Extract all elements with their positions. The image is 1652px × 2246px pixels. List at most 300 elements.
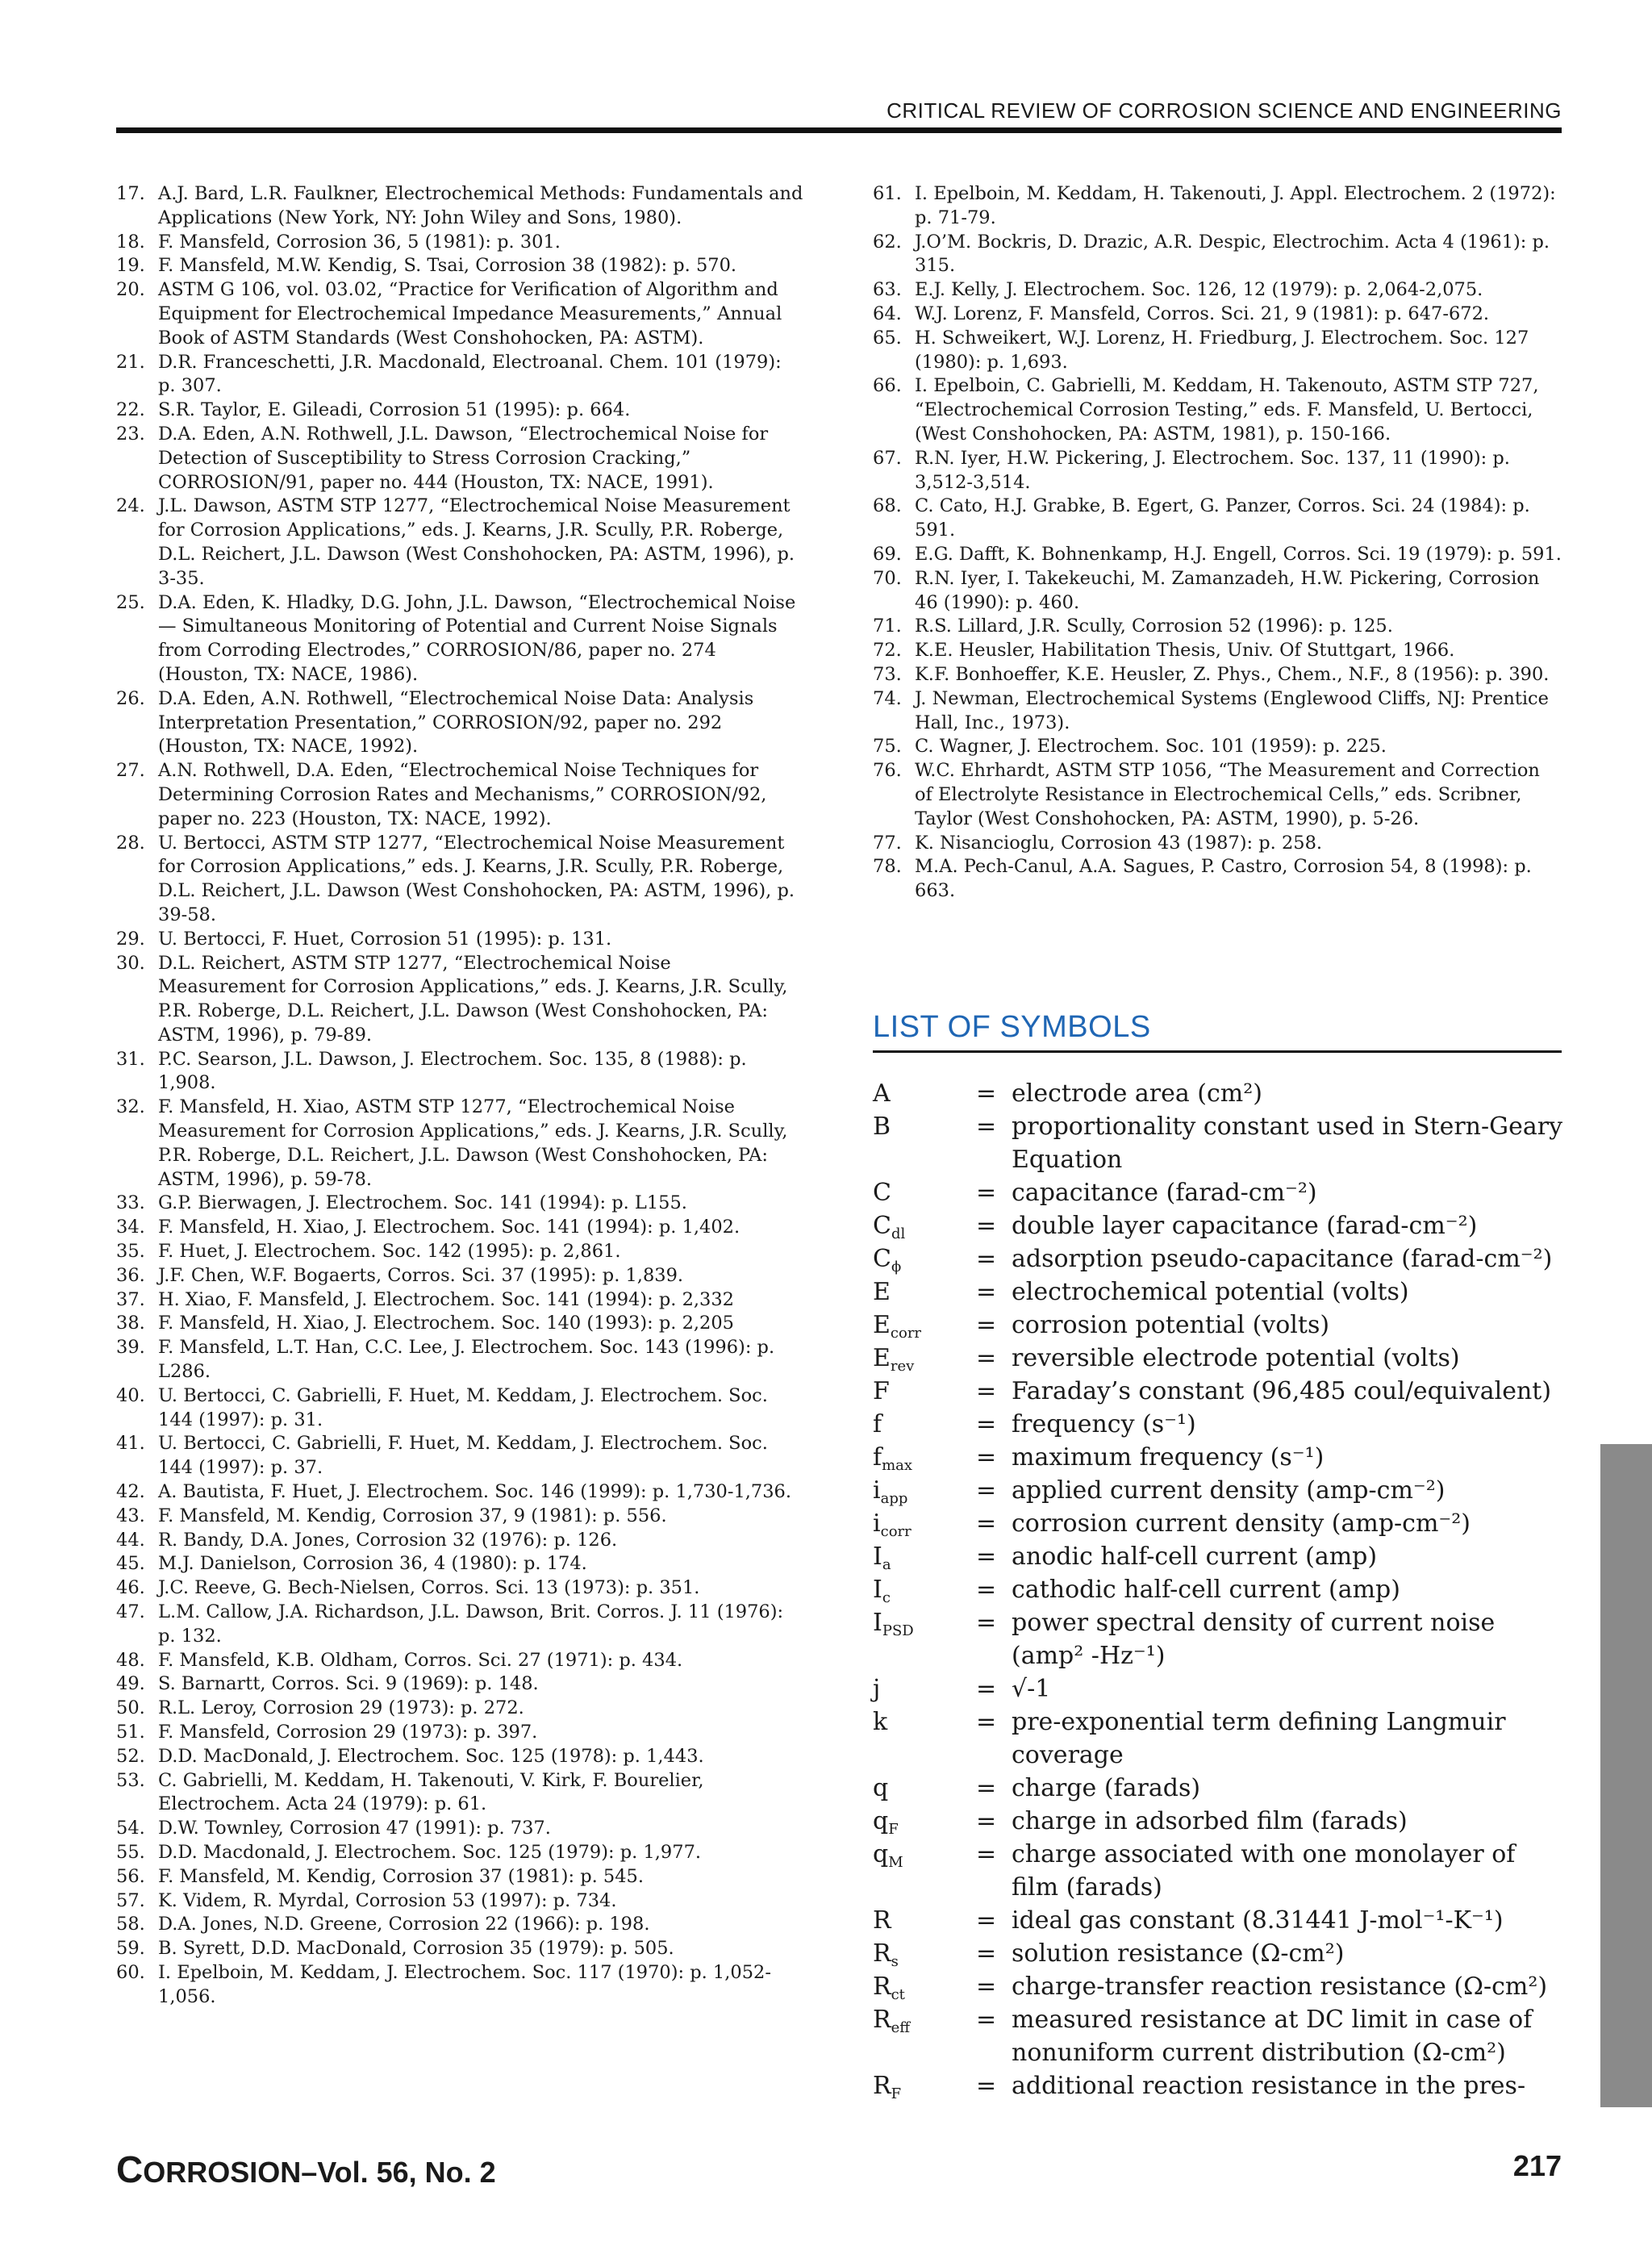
symbol-equals: = (976, 1344, 997, 1372)
symbol-definition: measured resistance at DC limit in case of nonuniform current distribution (Ω-cm²) (1012, 2006, 1533, 2067)
symbol-equals: = (976, 1311, 997, 1339)
reference-number: 77. (873, 832, 902, 854)
reference-number: 69. (873, 543, 902, 565)
symbol-definition: additional reaction resistance in the pres- (1012, 2072, 1526, 2100)
footer-page-number: 217 (1512, 2149, 1562, 2182)
symbol-equals: = (976, 1576, 997, 1604)
reference-number: 40. (116, 1384, 145, 1406)
symbol-definition: proportionality constant used in Stern-Geary Equation (1012, 1113, 1563, 1174)
symbol-definition: Faraday’s constant (96,485 coul/equivalent) (1012, 1377, 1552, 1405)
symbol-base: E (873, 1344, 891, 1372)
symbol-base: R (873, 1939, 891, 1968)
reference-item (116, 423, 803, 495)
symbol-equals: = (976, 1410, 997, 1438)
symbol-subscript: PSD (882, 1622, 914, 1639)
reference-item (116, 1288, 803, 1313)
reference-number: 73. (873, 663, 902, 685)
reference-number: 27. (116, 760, 145, 782)
reference-number: 17. (116, 183, 145, 204)
reference-item (873, 567, 1562, 616)
reference-item (873, 639, 1562, 663)
reference-text: F. Mansfeld, M.W. Kendig, S. Tsai, Corrosion 38 (1982): p. 570. (158, 255, 737, 277)
reference-text: F. Mansfeld, H. Xiao, ASTM STP 1277, “Electrochemical Noise Measurement for Corrosion Applications,” eds. J. Kearns, J.R. Scully, P.R. Roberge, D.L. Reichert, J.L. Dawson (West Conshohocken, PA: ASTM, 1996), p. 59-78. (158, 1096, 788, 1190)
reference-text: D.D. Macdonald, J. Electrochem. Soc. 125 (1979): p. 1,977. (158, 1841, 702, 1863)
running-header: CRITICAL REVIEW OF CORROSION SCIENCE AND ENGINEERING (886, 98, 1562, 123)
reference-number: 41. (116, 1433, 145, 1455)
reference-item (873, 495, 1562, 543)
reference-item (873, 278, 1562, 303)
reference-text: E.J. Kelly, J. Electrochem. Soc. 126, 12 (1979): p. 2,064-2,075. (915, 279, 1483, 301)
reference-number: 26. (116, 687, 145, 709)
reference-item (116, 687, 803, 759)
reference-number: 34. (116, 1217, 145, 1238)
reference-item (873, 182, 1562, 231)
symbols-title-rule (873, 1050, 1562, 1053)
symbols-section-title: LIST OF SYMBOLS (873, 1010, 1151, 1044)
symbol-equals: = (976, 1543, 997, 1571)
reference-text: K.E. Heusler, Habilitation Thesis, Univ. Of Stuttgart, 1966. (915, 640, 1455, 662)
reference-item (116, 1721, 803, 1745)
reference-text: K. Videm, R. Myrdal, Corrosion 53 (1997): p. 734. (158, 1889, 617, 1911)
symbol-definition: maximum frequency (s⁻¹) (1012, 1443, 1325, 1472)
reference-item (116, 1889, 803, 1914)
reference-text: H. Xiao, F. Mansfeld, J. Electrochem. Soc. 141 (1994): p. 2,332 (158, 1288, 734, 1310)
symbol-subscript: F (891, 2085, 902, 2102)
reference-item (116, 1601, 803, 1649)
symbol-base: F (873, 1377, 890, 1405)
reference-item (116, 591, 803, 687)
reference-text: F. Mansfeld, Corrosion 36, 5 (1981): p. 301. (158, 231, 561, 253)
symbol-base: R (873, 1973, 891, 2001)
symbol-definition: corrosion current density (amp-cm⁻²) (1012, 1509, 1471, 1538)
symbol-row (873, 1573, 1566, 1606)
reference-text: E.G. Dafft, K. Bohnenkamp, H.J. Engell, Corros. Sci. 19 (1979): p. 591. (915, 543, 1562, 565)
symbol-subscript: M (888, 1854, 903, 1871)
reference-item (116, 832, 803, 928)
reference-item (116, 1480, 803, 1505)
symbol-equals: = (976, 1476, 997, 1505)
symbol-name (873, 1772, 976, 1805)
reference-item (116, 1264, 803, 1288)
symbol-row (873, 1937, 1566, 1970)
reference-number: 70. (873, 567, 902, 589)
reference-text: L.M. Callow, J.A. Richardson, J.L. Dawson, Brit. Corros. J. 11 (1976): p. 132. (158, 1601, 784, 1647)
reference-number: 32. (116, 1096, 145, 1118)
reference-number: 23. (116, 423, 145, 445)
reference-text: M.A. Pech-Canul, A.A. Sagues, P. Castro, Corrosion 54, 8 (1998): p. 663. (915, 856, 1532, 902)
reference-number: 71. (873, 616, 902, 637)
reference-text: F. Mansfeld, H. Xiao, J. Electrochem. Soc. 141 (1994): p. 1,402. (158, 1217, 740, 1238)
symbol-row (873, 2069, 1566, 2102)
reference-number: 78. (873, 856, 902, 878)
symbol-base: E (873, 1278, 891, 1306)
reference-number: 46. (116, 1577, 145, 1599)
reference-text: J.O’M. Bockris, D. Drazic, A.R. Despic, Electrochim. Acta 4 (1961): p. 315. (915, 231, 1550, 277)
symbol-name (873, 2069, 976, 2102)
symbol-name (873, 1275, 976, 1309)
symbol-equals: = (976, 1840, 997, 1868)
symbol-row (873, 1772, 1566, 1805)
symbol-name (873, 1507, 976, 1540)
reference-number: 50. (116, 1697, 145, 1719)
reference-item (116, 1817, 803, 1841)
symbol-subscript: a (882, 1556, 891, 1573)
reference-number: 24. (116, 495, 145, 517)
symbol-equals: = (976, 1774, 997, 1802)
reference-item (116, 1937, 803, 1961)
symbol-definition: power spectral density of current noise (amp² -Hz⁻¹) (1012, 1609, 1496, 1670)
symbol-name (873, 1805, 976, 1838)
reference-item (873, 303, 1562, 327)
symbol-subscript: ϕ (891, 1259, 902, 1275)
symbol-name (873, 1672, 976, 1705)
reference-number: 31. (116, 1048, 145, 1070)
symbol-base: I (873, 1576, 882, 1604)
reference-item (116, 1505, 803, 1529)
reference-item (116, 278, 803, 350)
reference-text: I. Epelboin, M. Keddam, J. Electrochem. Soc. 117 (1970): p. 1,052-1,056. (158, 1961, 771, 2007)
reference-text: R.S. Lillard, J.R. Scully, Corrosion 52 (1996): p. 125. (915, 616, 1393, 637)
reference-item (116, 1649, 803, 1673)
reference-item (116, 351, 803, 399)
reference-text: S.R. Taylor, E. Gileadi, Corrosion 51 (1995): p. 664. (158, 399, 631, 421)
symbol-equals: = (976, 1278, 997, 1306)
reference-number: 20. (116, 279, 145, 301)
reference-text: I. Epelboin, C. Gabrielli, M. Keddam, H. Takenouto, ASTM STP 727, “Electrochemical Corrosion Testing,” eds. F. Mansfeld, U. Bertocci, (West Conshohocken, PA: ASTM, 1981), p. 150-166. (915, 375, 1539, 445)
reference-number: 54. (116, 1818, 145, 1839)
reference-item (873, 543, 1562, 567)
reference-number: 39. (116, 1337, 145, 1359)
symbol-row (873, 1275, 1566, 1309)
reference-text: J.F. Chen, W.F. Bogaerts, Corros. Sci. 37 (1995): p. 1,839. (158, 1264, 684, 1286)
symbol-name (873, 1176, 976, 1209)
reference-item (873, 735, 1562, 759)
header-rule (116, 127, 1562, 133)
reference-item (873, 615, 1562, 639)
reference-text: G.P. Bierwagen, J. Electrochem. Soc. 141 (1994): p. L155. (158, 1192, 687, 1214)
reference-item (873, 832, 1562, 856)
symbol-equals: = (976, 1377, 997, 1405)
symbol-base: f (873, 1443, 882, 1472)
symbol-subscript: corr (880, 1523, 912, 1540)
symbol-equals: = (976, 1906, 997, 1935)
reference-text: F. Mansfeld, L.T. Han, C.C. Lee, J. Electrochem. Soc. 143 (1996): p. L286. (158, 1337, 775, 1383)
symbol-definition: anodic half-cell current (amp) (1012, 1543, 1378, 1571)
reference-item (873, 687, 1562, 736)
reference-text: W.C. Ehrhardt, ASTM STP 1056, “The Measurement and Correction of Electrolyte Resistance in Electrochemical Cells,” eds. Scribner, Taylor (West Conshohocken, PA: ASTM, 1990), p. 5-26. (915, 760, 1540, 829)
symbol-equals: = (976, 1807, 997, 1835)
symbol-definition: solution resistance (Ω-cm²) (1012, 1939, 1345, 1968)
symbol-base: k (873, 1708, 888, 1736)
symbol-row (873, 1606, 1566, 1672)
symbol-equals: = (976, 1939, 997, 1968)
reference-item (116, 399, 803, 423)
symbol-name (873, 1408, 976, 1441)
symbol-base: q (873, 1840, 889, 1868)
symbol-definition: reversible electrode potential (volts) (1012, 1344, 1460, 1372)
symbol-subscript: dl (891, 1225, 906, 1242)
reference-item (116, 1216, 803, 1240)
reference-text: D.A. Eden, A.N. Rothwell, “Electrochemical Noise Data: Analysis Interpretation Presentation,” CORROSION/92, paper no. 292 (Houston, TX: NACE, 1992). (158, 687, 754, 758)
reference-text: D.A. Eden, A.N. Rothwell, J.L. Dawson, “Electrochemical Noise for Detection of Susceptibility to Stress Corrosion Cracking,” CORROSION/91, paper no. 444 (Houston, TX: NACE, 1991). (158, 423, 769, 493)
reference-item (116, 759, 803, 831)
reference-text: J.L. Dawson, ASTM STP 1277, “Electrochemical Noise Measurement for Corrosion Applications,” eds. J. Kearns, J.R. Scully, P.R. Roberge, D.L. Reichert, J.L. Dawson (West Conshohocken, PA: ASTM, 1996), p. 3-35. (158, 495, 795, 589)
reference-number: 64. (873, 303, 902, 324)
symbol-definition: pre-exponential term defining Langmuir coverage (1012, 1708, 1506, 1769)
reference-text: R.L. Leroy, Corrosion 29 (1973): p. 272. (158, 1697, 524, 1719)
symbol-subscript: c (882, 1589, 891, 1606)
reference-number: 51. (116, 1722, 145, 1743)
symbol-row (873, 1540, 1566, 1573)
reference-item (116, 1096, 803, 1192)
symbol-definition: double layer capacitance (farad-cm⁻²) (1012, 1212, 1478, 1240)
symbol-name (873, 1573, 976, 1606)
symbol-definition: capacitance (farad-cm⁻²) (1012, 1179, 1317, 1207)
reference-number: 33. (116, 1192, 145, 1214)
reference-text: C. Cato, H.J. Grabke, B. Egert, G. Panzer, Corros. Sci. 24 (1984): p. 591. (915, 495, 1530, 541)
reference-text: D.A. Jones, N.D. Greene, Corrosion 22 (1966): p. 198. (158, 1914, 650, 1935)
reference-item (873, 759, 1562, 831)
reference-text: A.N. Rothwell, D.A. Eden, “Electrochemical Noise Techniques for Determining Corrosion Rates and Mechanisms,” CORROSION/92, paper no. 223 (Houston, TX: NACE, 1992). (158, 760, 767, 829)
symbol-row (873, 1805, 1566, 1838)
reference-text: R.N. Iyer, I. Takekeuchi, M. Zamanzadeh, H.W. Pickering, Corrosion 46 (1990): p. 460. (915, 567, 1540, 613)
reference-item (116, 1841, 803, 1865)
reference-text: U. Bertocci, ASTM STP 1277, “Electrochemical Noise Measurement for Corrosion Applications,” eds. J. Kearns, J.R. Scully, P.R. Roberge, D.L. Reichert, J.L. Dawson (West Conshohocken, PA: ASTM, 1996), p. 39-58. (158, 832, 795, 925)
symbol-equals: = (976, 1509, 997, 1538)
symbol-name (873, 1309, 976, 1342)
reference-text: K. Nisancioglu, Corrosion 43 (1987): p. 258. (915, 832, 1323, 854)
reference-item (873, 855, 1562, 904)
reference-text: F. Huet, J. Electrochem. Soc. 142 (1995): p. 2,861. (158, 1241, 621, 1263)
reference-number: 35. (116, 1241, 145, 1263)
symbol-equals: = (976, 1609, 997, 1637)
reference-text: P.C. Searson, J.L. Dawson, J. Electrochem. Soc. 135, 8 (1988): p. 1,908. (158, 1048, 747, 1094)
reference-item (116, 1576, 803, 1601)
reference-text: C. Wagner, J. Electrochem. Soc. 101 (1959): p. 225. (915, 736, 1387, 758)
reference-number: 30. (116, 952, 145, 974)
symbol-row (873, 1110, 1566, 1176)
symbol-definition: applied current density (amp-cm⁻²) (1012, 1476, 1446, 1505)
reference-number: 55. (116, 1841, 145, 1863)
reference-number: 22. (116, 399, 145, 421)
symbol-row (873, 1970, 1566, 2003)
symbol-definition: frequency (s⁻¹) (1012, 1410, 1196, 1438)
symbol-base: A (873, 1079, 891, 1108)
symbol-base: f (873, 1410, 882, 1438)
reference-number: 67. (873, 447, 902, 469)
reference-text: U. Bertocci, C. Gabrielli, F. Huet, M. Keddam, J. Electrochem. Soc. 144 (1997): p. 37. (158, 1433, 768, 1479)
reference-number: 53. (116, 1769, 145, 1791)
side-thumb-tab (1600, 1444, 1652, 2107)
reference-item (116, 1913, 803, 1937)
symbol-row (873, 1705, 1566, 1772)
symbol-equals: = (976, 1245, 997, 1273)
reference-number: 36. (116, 1264, 145, 1286)
reference-item (116, 1961, 803, 2010)
symbol-name (873, 1209, 976, 1242)
symbol-name (873, 1342, 976, 1375)
reference-number: 65. (873, 327, 902, 349)
reference-item (873, 663, 1562, 687)
reference-number: 42. (116, 1481, 145, 1503)
symbol-name (873, 1242, 976, 1275)
symbol-subscript: app (880, 1490, 908, 1507)
reference-number: 52. (116, 1745, 145, 1767)
reference-item (116, 1384, 803, 1433)
symbol-base: I (873, 1609, 882, 1637)
reference-text: R.N. Iyer, H.W. Pickering, J. Electrochem. Soc. 137, 11 (1990): p. 3,512-3,514. (915, 447, 1510, 493)
footer-journal-initial: C (116, 2148, 144, 2190)
symbol-base: j (873, 1675, 881, 1703)
reference-number: 43. (116, 1505, 145, 1526)
symbols-list (873, 1077, 1566, 2102)
reference-item (116, 182, 803, 231)
symbol-name (873, 1937, 976, 1970)
symbol-row (873, 1507, 1566, 1540)
symbol-name (873, 1441, 976, 1474)
reference-item (116, 495, 803, 591)
reference-number: 25. (116, 591, 145, 613)
reference-number: 74. (873, 687, 902, 709)
symbol-row (873, 1242, 1566, 1275)
symbol-base: C (873, 1245, 891, 1273)
reference-number: 62. (873, 231, 902, 253)
references-right-column (873, 182, 1562, 904)
reference-text: M.J. Danielson, Corrosion 36, 4 (1980): p. 174. (158, 1553, 587, 1575)
reference-item (116, 231, 803, 255)
reference-text: F. Mansfeld, M. Kendig, Corrosion 37, 9 (1981): p. 556. (158, 1505, 667, 1526)
footer-journal-name (116, 2148, 496, 2191)
reference-number: 19. (116, 255, 145, 277)
references-left-column (116, 182, 803, 2010)
reference-number: 66. (873, 375, 902, 397)
symbol-subscript: max (882, 1457, 913, 1474)
symbol-row (873, 1176, 1566, 1209)
symbol-name (873, 1110, 976, 1143)
symbol-base: q (873, 1807, 889, 1835)
symbol-name (873, 1540, 976, 1573)
reference-list-left (116, 182, 803, 2010)
symbol-equals: = (976, 1973, 997, 2001)
symbol-row (873, 1672, 1566, 1705)
symbol-row (873, 1441, 1566, 1474)
symbol-definition: charge-transfer reaction resistance (Ω-cm²) (1012, 1973, 1548, 2001)
reference-text: J. Newman, Electrochemical Systems (Englewood Cliffs, NJ: Prentice Hall, Inc., 1973). (915, 687, 1549, 733)
symbol-name (873, 2003, 976, 2036)
reference-list-right (873, 182, 1562, 904)
symbol-subscript: corr (890, 1325, 922, 1342)
reference-item (116, 1672, 803, 1697)
symbol-name (873, 1705, 976, 1739)
reference-text: S. Barnartt, Corros. Sci. 9 (1969): p. 148. (158, 1673, 539, 1695)
symbol-definition: cathodic half-cell current (amp) (1012, 1576, 1400, 1604)
reference-item (873, 327, 1562, 375)
reference-number: 49. (116, 1673, 145, 1695)
reference-number: 29. (116, 928, 145, 950)
symbol-base: i (873, 1509, 881, 1538)
reference-number: 76. (873, 760, 902, 782)
symbol-definition: charge associated with one monolayer of film (farads) (1012, 1840, 1516, 1902)
reference-number: 45. (116, 1553, 145, 1575)
reference-text: D.W. Townley, Corrosion 47 (1991): p. 737. (158, 1818, 551, 1839)
reference-number: 56. (116, 1865, 145, 1887)
symbol-equals: = (976, 2006, 997, 2034)
symbol-subscript: rev (890, 1358, 915, 1375)
symbol-base: R (873, 2006, 891, 2034)
symbol-row (873, 1077, 1566, 1110)
symbol-row (873, 1375, 1566, 1408)
reference-text: D.A. Eden, K. Hladky, D.G. John, J.L. Dawson, “Electrochemical Noise — Simultaneous Monitoring of Potential and Current Noise Signals from Corroding Electrodes,” CORROSION/86, paper no. 274 (Houston, TX: NACE, 1986). (158, 591, 796, 685)
symbol-equals: = (976, 1212, 997, 1240)
reference-item (116, 1745, 803, 1769)
reference-item (116, 1697, 803, 1721)
reference-number: 28. (116, 832, 145, 854)
reference-number: 37. (116, 1288, 145, 1310)
symbol-row (873, 1474, 1566, 1507)
reference-item (873, 374, 1562, 446)
symbol-definition: ideal gas constant (8.31441 J-mol⁻¹-K⁻¹) (1012, 1906, 1504, 1935)
reference-text: D.R. Franceschetti, J.R. Macdonald, Electroanal. Chem. 101 (1979): p. 307. (158, 351, 782, 397)
symbol-name (873, 1474, 976, 1507)
symbol-name (873, 1838, 976, 1871)
symbol-row (873, 1209, 1566, 1242)
symbol-row (873, 1408, 1566, 1441)
reference-text: A. Bautista, F. Huet, J. Electrochem. Soc. 146 (1999): p. 1,730-1,736. (158, 1481, 792, 1503)
reference-item (116, 1432, 803, 1480)
reference-item (116, 1865, 803, 1889)
reference-item (116, 1240, 803, 1264)
reference-text: F. Mansfeld, M. Kendig, Corrosion 37 (1981): p. 545. (158, 1865, 644, 1887)
reference-text: I. Epelboin, M. Keddam, H. Takenouti, J. Appl. Electrochem. 2 (1972): p. 71-79. (915, 183, 1556, 228)
symbol-subscript: ct (891, 1986, 905, 2003)
reference-number: 59. (116, 1938, 145, 1960)
reference-number: 21. (116, 351, 145, 373)
reference-number: 75. (873, 736, 902, 758)
symbol-name (873, 1970, 976, 2003)
reference-text: D.L. Reichert, ASTM STP 1277, “Electrochemical Noise Measurement for Corrosion Applications,” eds. J. Kearns, J.R. Scully, P.R. Roberge, D.L. Reichert, J.L. Dawson (West Conshohocken, PA: ASTM, 1996), p. 79-89. (158, 952, 788, 1046)
reference-text: W.J. Lorenz, F. Mansfeld, Corros. Sci. 21, 9 (1981): p. 647-672. (915, 303, 1490, 324)
reference-item (116, 254, 803, 278)
reference-text: R. Bandy, D.A. Jones, Corrosion 32 (1976): p. 126. (158, 1529, 618, 1551)
symbol-row (873, 1838, 1566, 1904)
symbol-definition: electrochemical potential (volts) (1012, 1278, 1409, 1306)
symbol-base: C (873, 1212, 891, 1240)
reference-number: 72. (873, 640, 902, 662)
reference-text: H. Schweikert, W.J. Lorenz, H. Friedburg, J. Electrochem. Soc. 127 (1980): p. 1,693. (915, 327, 1529, 373)
reference-text: U. Bertocci, F. Huet, Corrosion 51 (1995): p. 131. (158, 928, 612, 950)
reference-item (116, 1769, 803, 1818)
symbol-equals: = (976, 1079, 997, 1108)
symbol-equals: = (976, 1179, 997, 1207)
symbol-name (873, 1904, 976, 1937)
symbol-name (873, 1606, 976, 1639)
symbol-base: C (873, 1179, 891, 1207)
symbol-definition: electrode area (cm²) (1012, 1079, 1262, 1108)
reference-number: 57. (116, 1889, 145, 1911)
symbol-equals: = (976, 1113, 997, 1141)
symbol-row (873, 1342, 1566, 1375)
reference-text: K.F. Bonhoeffer, K.E. Heusler, Z. Phys., Chem., N.F., 8 (1956): p. 390. (915, 663, 1550, 685)
symbol-definition: charge (farads) (1012, 1774, 1201, 1802)
symbol-definition: charge in adsorbed film (farads) (1012, 1807, 1408, 1835)
reference-number: 58. (116, 1914, 145, 1935)
symbol-definition: √-1 (1012, 1675, 1051, 1703)
symbol-definition: corrosion potential (volts) (1012, 1311, 1330, 1339)
symbol-base: R (873, 2072, 891, 2100)
reference-number: 47. (116, 1601, 145, 1623)
symbol-name (873, 1375, 976, 1408)
reference-number: 63. (873, 279, 902, 301)
